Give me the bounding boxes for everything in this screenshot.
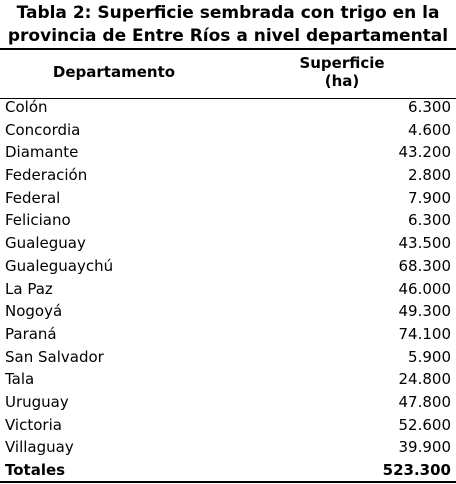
department-name: La Paz (5, 279, 53, 298)
department-name: Concordia (5, 120, 81, 139)
surface-value: 74.100 (398, 324, 451, 343)
department-name: Uruguay (5, 392, 69, 411)
table-row (0, 119, 456, 142)
surface-value: 7.900 (408, 188, 451, 207)
department-name: Gualeguay (5, 234, 86, 253)
table-row (0, 391, 456, 414)
table-row (0, 96, 456, 119)
caption-line-2: provincia de Entre Ríos a nivel departamental (7, 26, 449, 46)
surface-value: 24.800 (398, 370, 451, 389)
table-row (0, 346, 456, 369)
surface-value: 2.800 (408, 166, 451, 185)
department-name: San Salvador (5, 347, 104, 366)
table-row (0, 255, 456, 278)
department-name: Gualeguaychú (5, 256, 114, 275)
total-row (0, 459, 456, 482)
header-superficie (228, 54, 456, 90)
table-row (0, 141, 456, 164)
surface-value: 52.600 (398, 415, 451, 434)
surface-value: 43.200 (398, 143, 451, 162)
surface-value: 6.300 (408, 98, 451, 116)
table-row (0, 414, 456, 437)
table-caption (0, 2, 456, 48)
table-row (0, 164, 456, 187)
table-header (0, 50, 456, 98)
table-row (0, 436, 456, 459)
surface-value: 49.300 (398, 302, 451, 321)
department-name: Victoria (5, 415, 62, 434)
table-row (0, 278, 456, 301)
table-row (0, 368, 456, 391)
department-name: Federación (5, 166, 88, 185)
table-row (0, 232, 456, 255)
department-name: Nogoyá (5, 302, 63, 321)
department-name: Paraná (5, 324, 57, 343)
surface-value: 46.000 (398, 279, 451, 298)
surface-value: 47.800 (398, 392, 451, 411)
table-body (0, 96, 456, 482)
department-name: Feliciano (5, 211, 71, 230)
header-superficie-line-2: (ha) (324, 72, 360, 90)
surface-value: 68.300 (398, 256, 451, 275)
table-row (0, 300, 456, 323)
total-value: 523.300 (382, 461, 451, 479)
surface-value: 39.900 (398, 438, 451, 457)
bottom-rule (0, 481, 456, 483)
table-row (0, 209, 456, 232)
surface-value: 4.600 (408, 120, 451, 139)
surface-value: 5.900 (408, 347, 451, 366)
department-name: Colón (5, 98, 48, 116)
department-name: Villaguay (5, 438, 74, 457)
department-name: Federal (5, 188, 61, 207)
table-row (0, 323, 456, 346)
header-superficie-line-1: Superficie (299, 54, 385, 72)
total-label: Totales (5, 461, 66, 479)
department-name: Diamante (5, 143, 79, 162)
surface-value: 43.500 (398, 234, 451, 253)
caption-line-1: Tabla 2: Superficie sembrada con trigo en la (16, 3, 440, 23)
department-name: Tala (5, 370, 35, 389)
table-row (0, 187, 456, 210)
surface-value: 6.300 (408, 211, 451, 230)
header-departamento: Departamento (52, 63, 176, 81)
